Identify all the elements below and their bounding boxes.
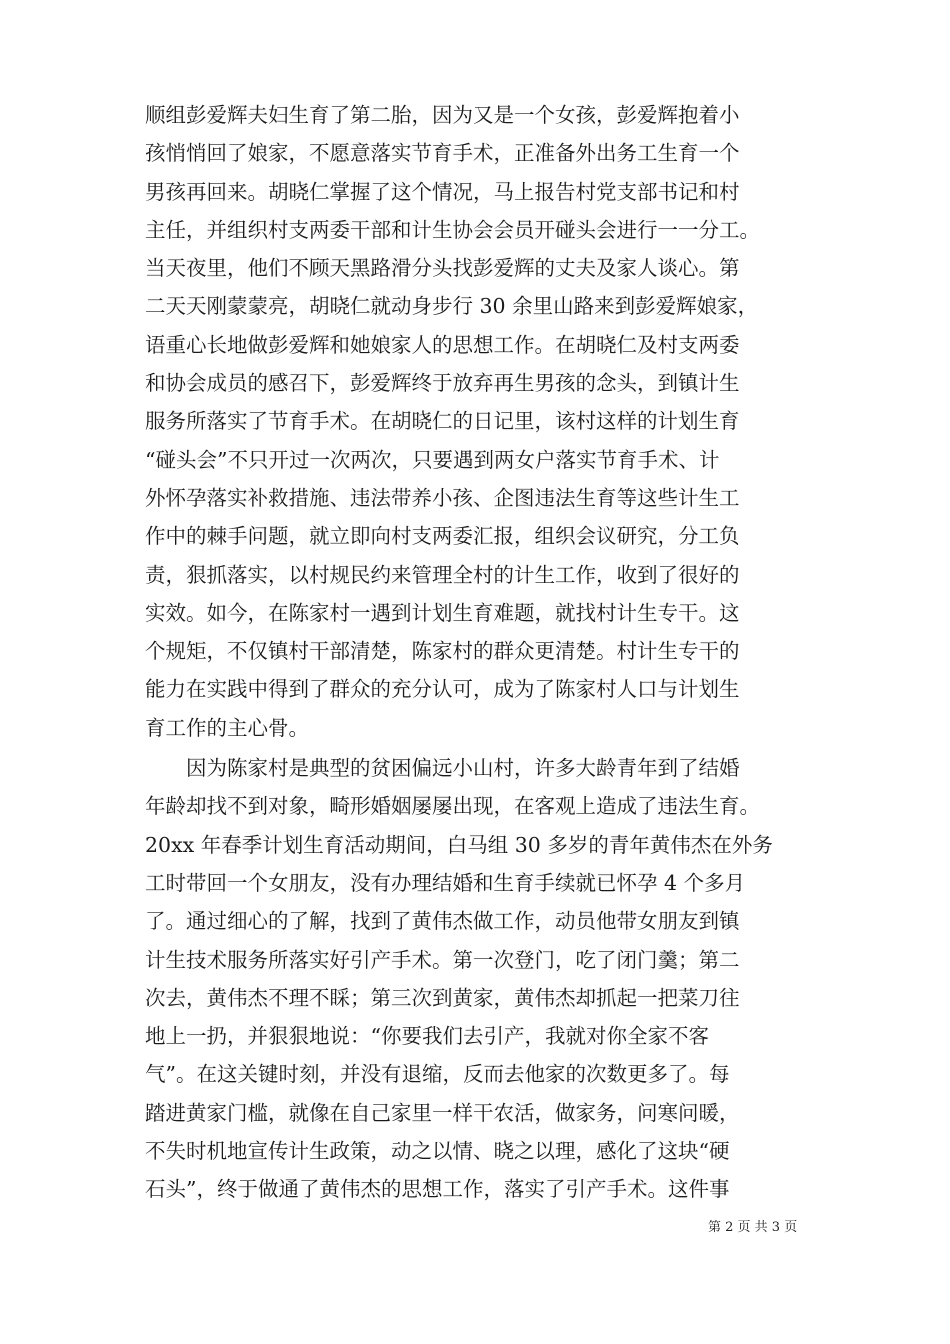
text-line: 责，狠抓落实，以村规民约来管理全村的计生工作，收到了很好的 [145, 562, 740, 587]
text-line: 因为陈家村是典型的贫困偏远小山村，许多大龄青年到了结婚 [145, 756, 740, 781]
text-line: 踏进黄家门槛，就像在自己家里一样干农活，做家务，问寒问暖， [145, 1100, 740, 1125]
text-line: 不失时机地宣传计生政策，动之以情、晓之以理，感化了这块“硬 [145, 1139, 730, 1164]
text-line: 外怀孕落实补救措施、违法带养小孩、企图违法生育等这些计生工 [145, 485, 740, 510]
text-line: 主任，并组织村支两委干部和计生协会会员开碰头会进行一一分工。 [145, 217, 760, 242]
body-text [145, 96, 810, 1209]
text-line: 顺组彭爱辉夫妇生育了第二胎，因为又是一个女孩，彭爱辉抱着小 [145, 103, 740, 127]
page-number: 第 2 页 共 3 页 [708, 1220, 798, 1235]
text-line: 20xx 年春季计划生育活动期间，白马组 30 多岁的青年黄伟杰在外务 [145, 832, 773, 857]
text-line: 育工作的主心骨。 [145, 715, 309, 740]
text-line: 次去，黄伟杰不理不睬；第三次到黄家，黄伟杰却抓起一把菜刀往 [145, 985, 740, 1010]
text-line: 和协会成员的感召下，彭爱辉终于放弃再生男孩的念头，到镇计生 [145, 371, 740, 396]
text-line: 气”。在这关键时刻，并没有退缩，反而去他家的次数更多了。每 [145, 1062, 730, 1087]
text-line: 服务所落实了节育手术。在胡晓仁的日记里，该村这样的计划生育 [145, 409, 740, 434]
text-line: 了。通过细心的了解，找到了黄伟杰做工作，动员他带女朋友到镇 [145, 909, 740, 934]
text-line: 个规矩，不仅镇村干部清楚，陈家村的群众更清楚。村计生专干的 [145, 639, 740, 664]
text-line: 作中的棘手问题，就立即向村支两委汇报，组织会议研究，分工负 [145, 524, 740, 549]
text-line: 男孩再回来。胡晓仁掌握了这个情况，马上报告村党支部书记和村 [145, 179, 740, 204]
text-line: 孩悄悄回了娘家，不愿意落实节育手术，正准备外出务工生育一个 [145, 141, 740, 166]
text-line: 工时带回一个女朋友，没有办理结婚和生育手续就已怀孕 4 个多月 [145, 870, 746, 895]
text-line: 二天天刚蒙蒙亮，胡晓仁就动身步行 30 余里山路来到彭爱辉娘家， [145, 294, 759, 319]
text-line: 当天夜里，他们不顾天黑路滑分头找彭爱辉的丈夫及家人谈心。第 [145, 256, 740, 281]
text-line: “碰头会”不只开过一次两次，只要遇到两女户落实节育手术、计 [145, 447, 720, 472]
text-line: 能力在实践中得到了群众的充分认可，成为了陈家村人口与计划生 [145, 677, 740, 702]
text-line: 语重心长地做彭爱辉和她娘家人的思想工作。在胡晓仁及村支两委 [145, 332, 740, 357]
text-line: 实效。如今，在陈家村一遇到计划生育难题，就找村计生专干。这 [145, 600, 740, 625]
text-line: 年龄却找不到对象，畸形婚姻屡屡出现，在客观上造成了违法生育。 [145, 794, 760, 819]
text-line: 计生技术服务所落实好引产手术。第一次登门，吃了闭门羹；第二 [145, 947, 740, 972]
text-line: 石头”，终于做通了黄伟杰的思想工作，落实了引产手术。这件事 [145, 1177, 730, 1202]
text-line: 地上一扔，并狠狠地说：“你要我们去引产，我就对你全家不客 [145, 1024, 709, 1049]
